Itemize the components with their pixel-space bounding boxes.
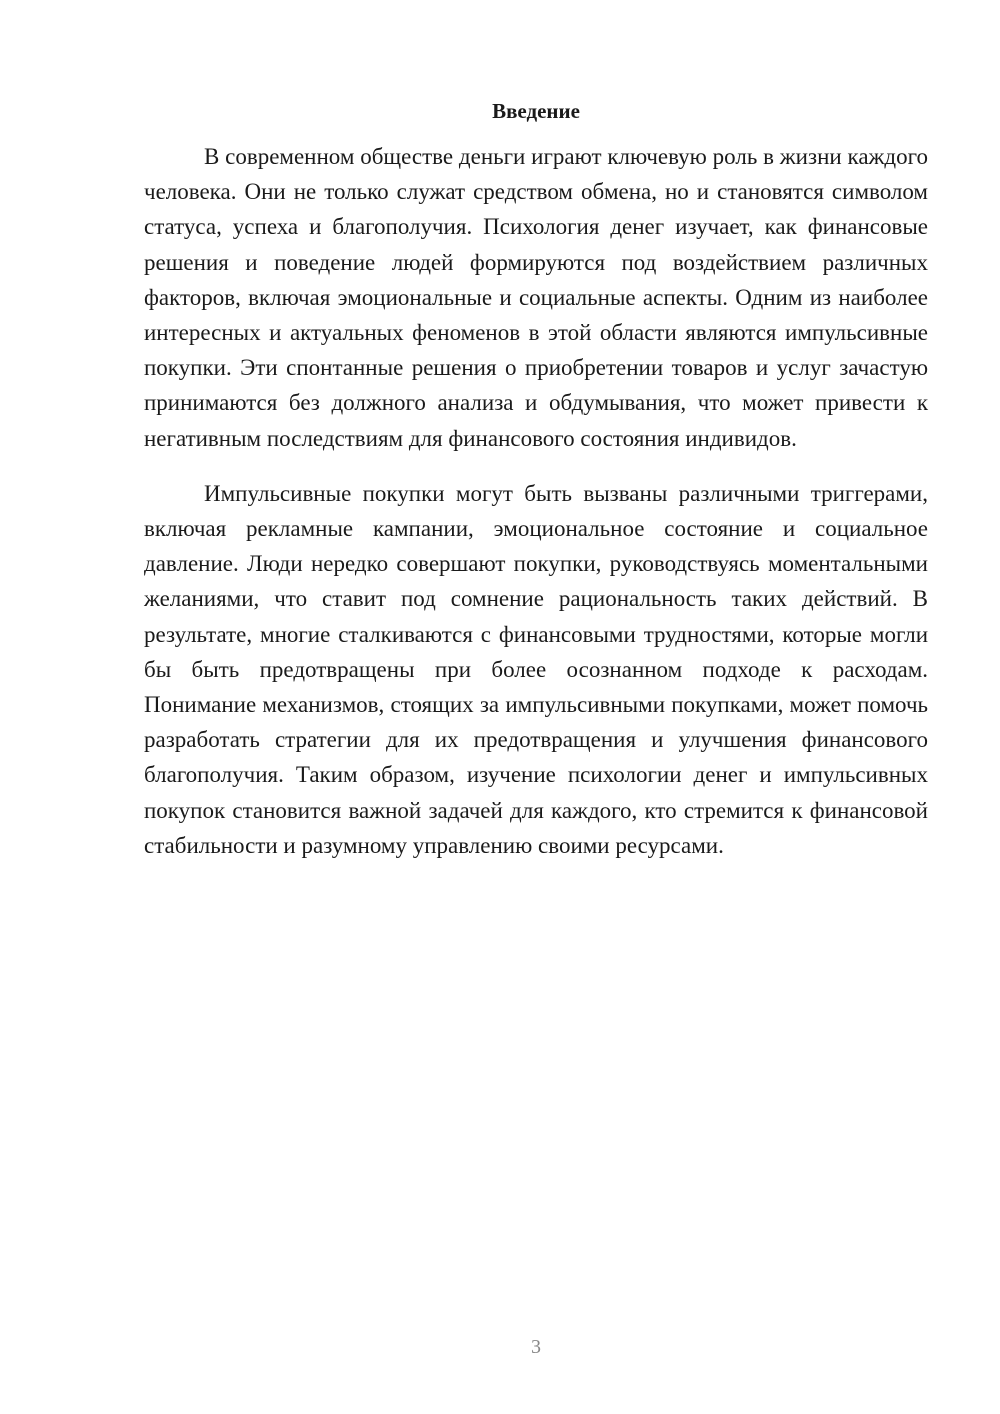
paragraph-2: Импульсивные покупки могут быть вызваны различными триггерами, включая рекламные кампании, эмоциональное состояние и социальное давление. Люди нередко совершают покупки, руководствуясь моментальными желаниями, что ставит под сомнение рациональность таких действий. В результате, многие сталкиваются с финансовыми трудностями, которые могли бы быть предотвращены при более осознанном подходе к расходам. Понимание механизмов, стоящих за импульсивными покупками, может помочь разработать стратегии для их предотвращения и улучшения финансового благополучия. Таким образом, изучение психологии денег и импульсивных покупок становится важной задачей для каждого, кто стремится к финансовой стабильности и разумному управлению своими ресурсами. (144, 480, 928, 858)
paragraph-1: В современном обществе деньги играют ключевую роль в жизни каждого человека. Они не только служат средством обмена, но и становятся символом статуса, успеха и благополучия. Психология денег изучает, как финансовые решения и поведение людей формируются под воздействием различных факторов, включая эмоциональные и социальные аспекты. Одним из наиболее интересных и актуальных феноменов в этой области являются импульсивные покупки. Эти спонтанные решения о приобретении товаров и услуг зачастую принимаются без должного анализа и обдумывания, что может привести к негативным последствиям для финансового состояния индивидов. (144, 144, 928, 451)
page-content (144, 95, 928, 883)
section-heading: Введение (492, 99, 580, 123)
page-number: 3 (531, 1336, 541, 1358)
